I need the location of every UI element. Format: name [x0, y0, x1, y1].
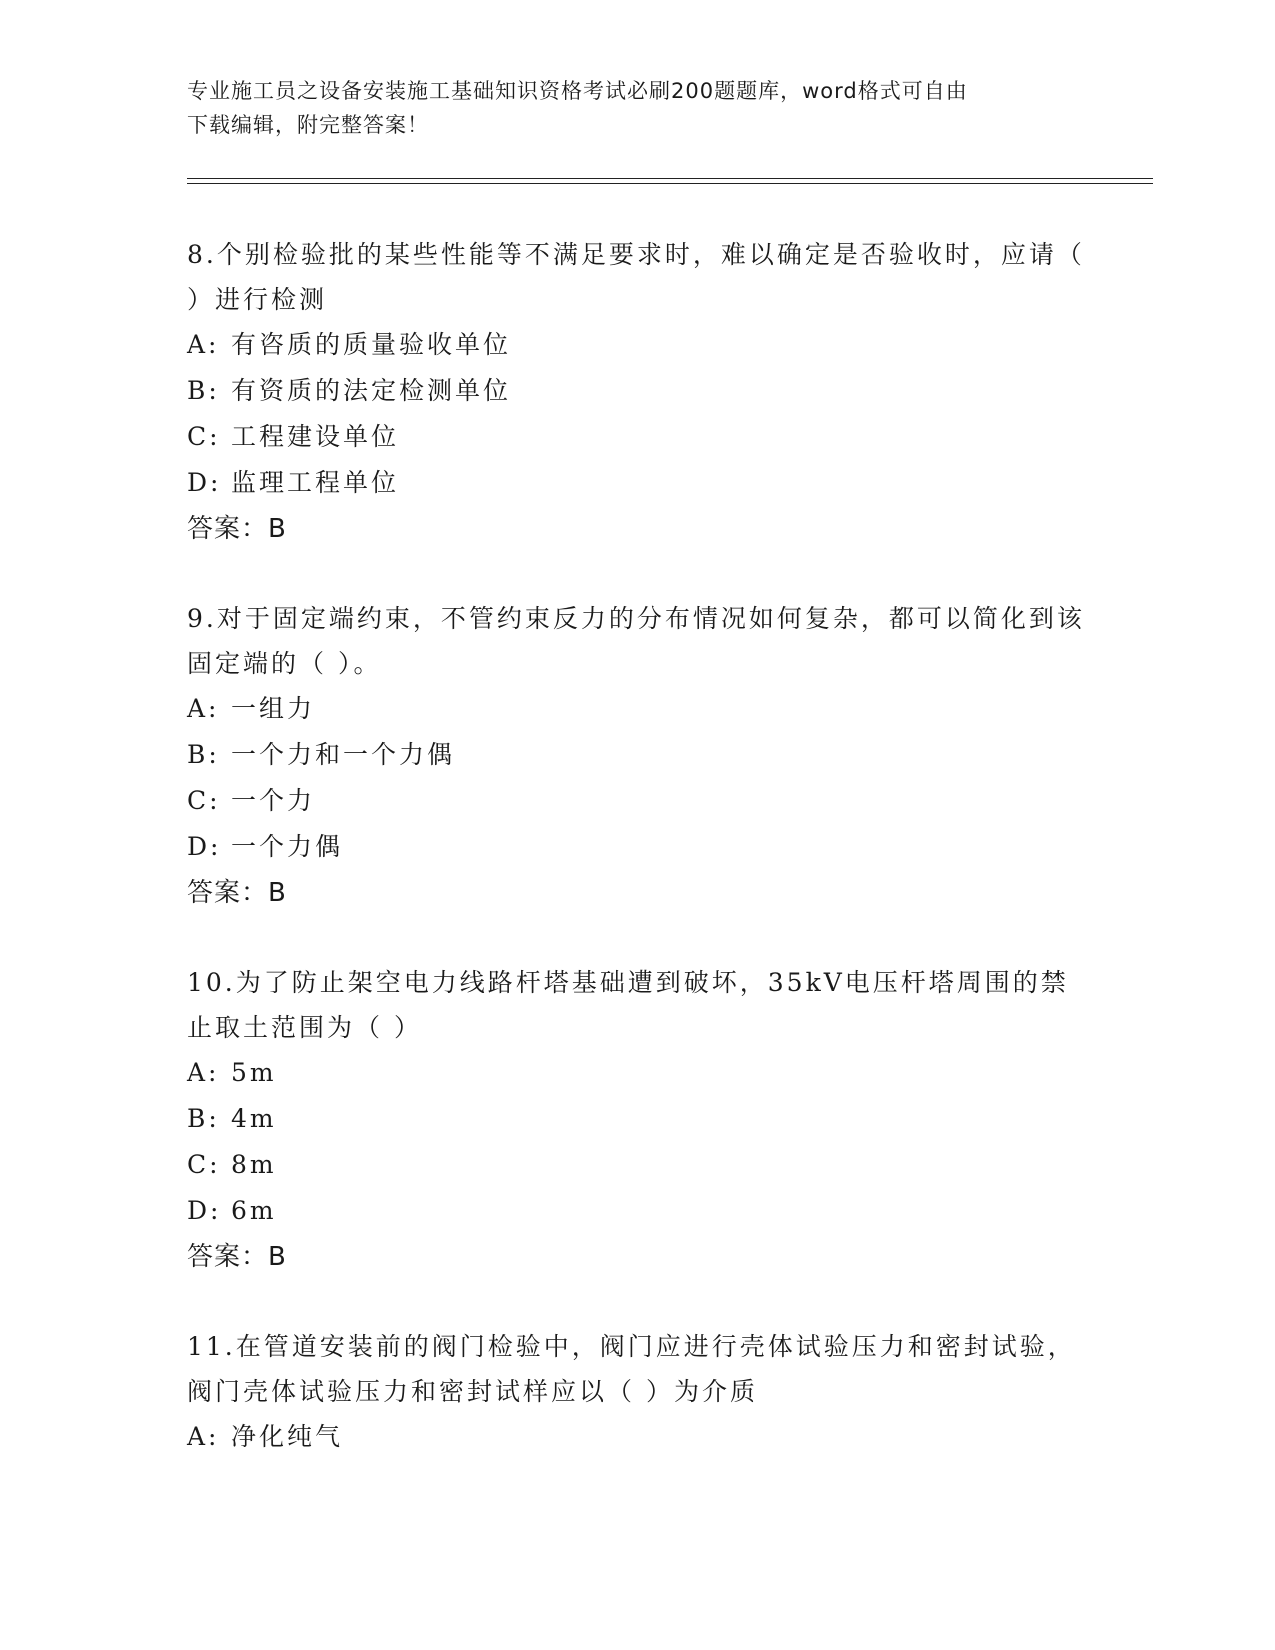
option-a: [187, 1050, 1087, 1096]
question-stem: 11.在管道安装前的阀门检验中，阀门应进行壳体试验压力和密封试验，阀门壳体试验压力和密封试样应以（ ）为介质: [187, 1332, 1076, 1406]
option-text: 有资质的法定检测单位: [231, 376, 512, 405]
header-divider-top: [187, 178, 1153, 179]
option-text: 一个力偶: [231, 832, 344, 861]
option-b: [187, 732, 1087, 778]
option-letter: D:: [187, 832, 222, 861]
option-letter: D:: [187, 1196, 222, 1225]
option-letter: C:: [187, 1150, 221, 1179]
option-c: [187, 414, 1087, 460]
option-letter: A:: [187, 694, 220, 723]
option-a: [187, 686, 1087, 732]
answer-line: 答案：B: [187, 1242, 287, 1272]
option-text: 监理工程单位: [231, 468, 400, 497]
question-10: [187, 960, 1087, 1280]
option-letter: D:: [187, 468, 222, 497]
option-letter: A:: [187, 1422, 220, 1451]
header-divider-bottom: [187, 183, 1153, 184]
option-text: 工程建设单位: [231, 422, 400, 451]
question-stem: 8.个别检验批的某些性能等不满足要求时，难以确定是否验收时，应请（ ）进行检测: [187, 240, 1085, 314]
option-text: 5m: [231, 1058, 277, 1087]
question-11: [187, 1324, 1087, 1460]
option-b: [187, 368, 1087, 414]
question-9: [187, 596, 1087, 916]
question-stem: 10.为了防止架空电力线路杆塔基础遭到破坏，35kV电压杆塔周围的禁止取土范围为（ ）: [187, 968, 1069, 1042]
option-b: [187, 1096, 1087, 1142]
option-text: 一个力: [231, 786, 316, 815]
option-text: 一个力和一个力偶: [231, 740, 456, 769]
answer-line: 答案：B: [187, 514, 287, 544]
option-text: 净化纯气: [231, 1422, 344, 1451]
option-letter: A:: [187, 1058, 220, 1087]
question-list: [187, 232, 1087, 1504]
option-letter: B:: [187, 1104, 220, 1133]
option-text: 8m: [231, 1150, 277, 1179]
option-a: [187, 1414, 1087, 1460]
header-line-1: 专业施工员之设备安装施工基础知识资格考试必刷200题题库，word格式可自由: [187, 79, 968, 103]
option-letter: C:: [187, 786, 221, 815]
option-text: 6m: [231, 1196, 277, 1225]
header-line-2: 下载编辑，附完整答案！: [187, 113, 429, 137]
answer-line: 答案：B: [187, 878, 287, 908]
question-stem: 9.对于固定端约束，不管约束反力的分布情况如何复杂，都可以简化到该固定端的（ ）。: [187, 604, 1085, 678]
option-d: [187, 824, 1087, 870]
option-letter: B:: [187, 740, 220, 769]
question-8: [187, 232, 1087, 552]
option-text: 一组力: [231, 694, 316, 723]
option-c: [187, 778, 1087, 824]
option-text: 有咨质的质量验收单位: [231, 330, 512, 359]
option-letter: C:: [187, 422, 221, 451]
option-letter: B:: [187, 376, 220, 405]
option-text: 4m: [231, 1104, 277, 1133]
option-d: [187, 1188, 1087, 1234]
option-a: [187, 322, 1087, 368]
document-header: [187, 74, 1087, 142]
option-d: [187, 460, 1087, 506]
option-letter: A:: [187, 330, 220, 359]
option-c: [187, 1142, 1087, 1188]
